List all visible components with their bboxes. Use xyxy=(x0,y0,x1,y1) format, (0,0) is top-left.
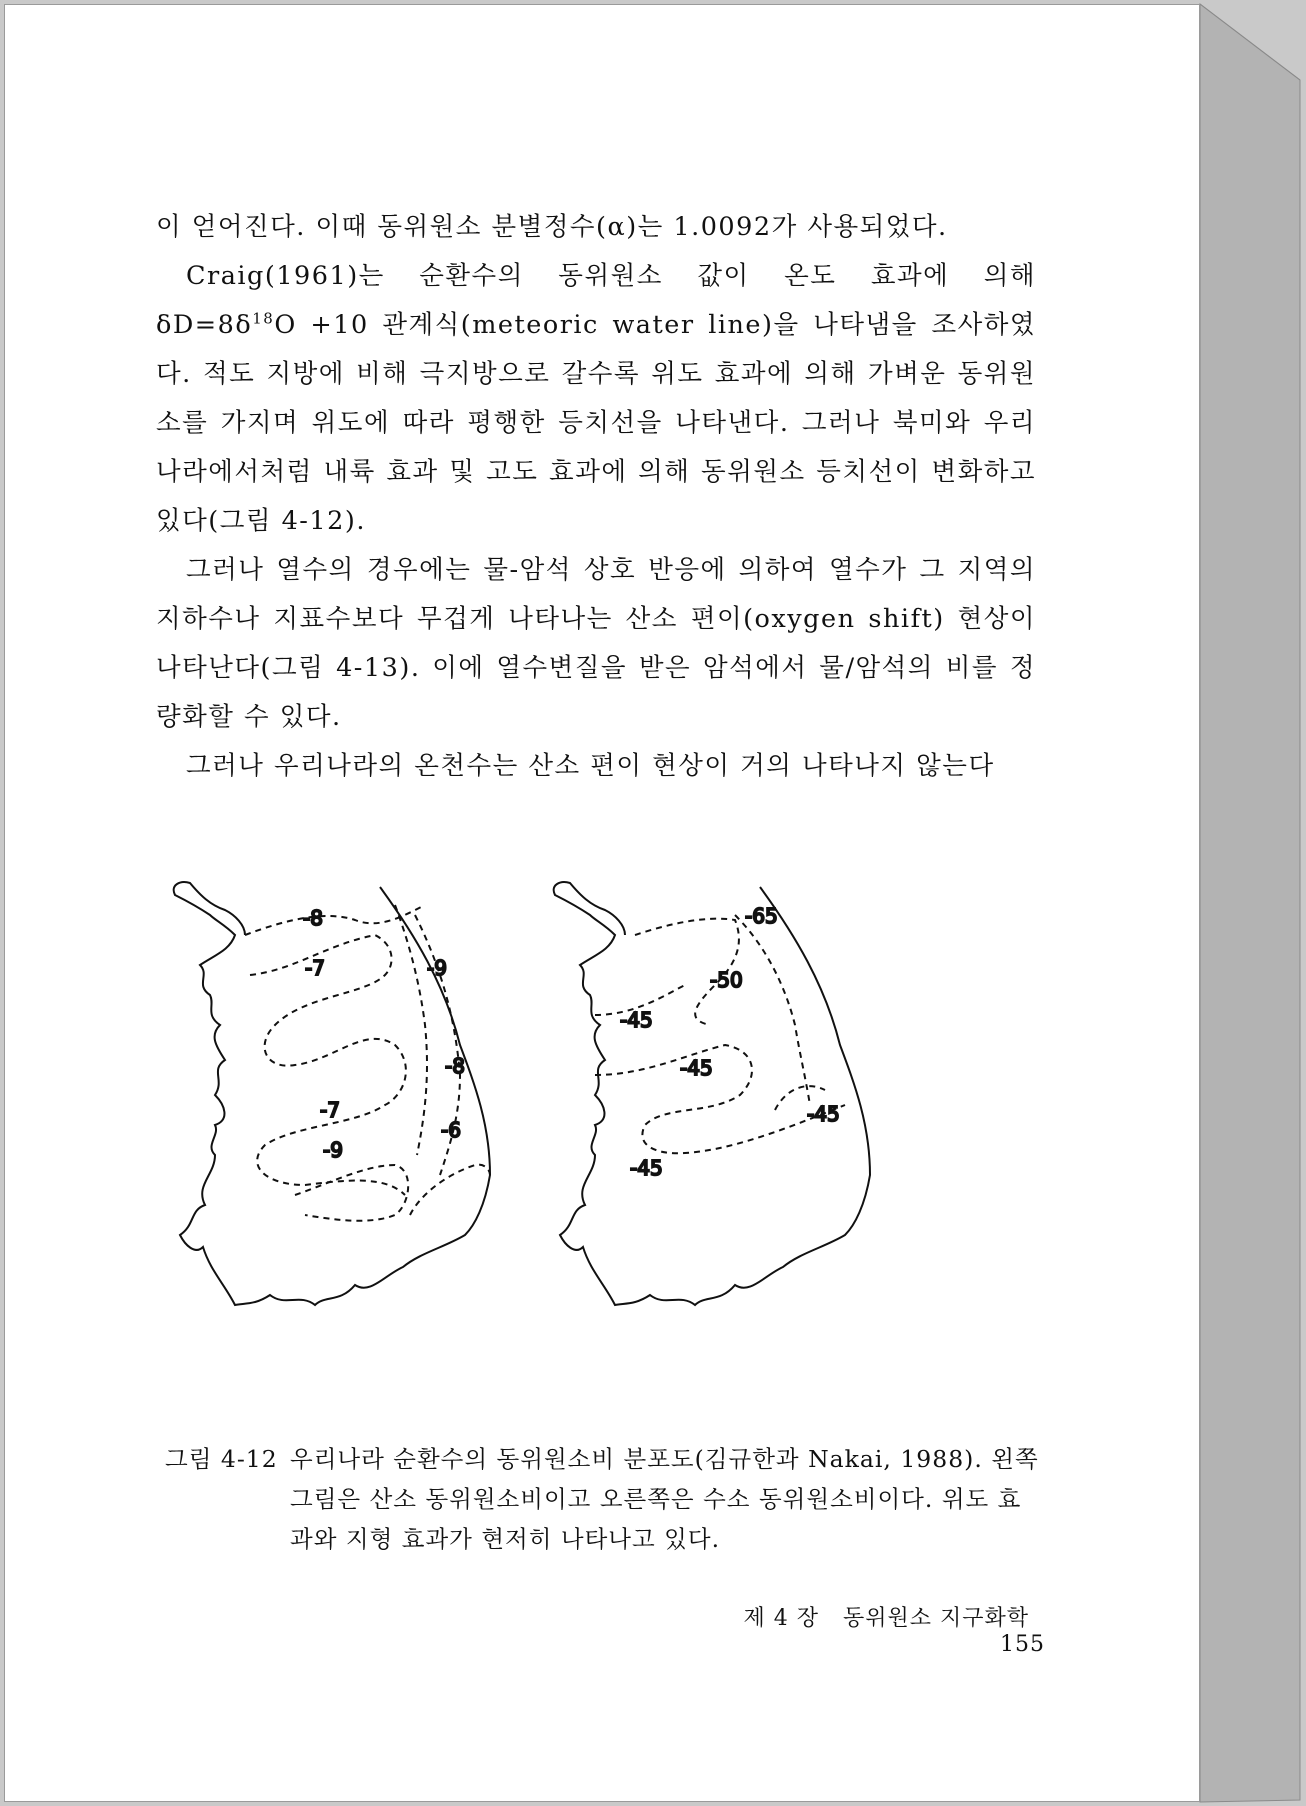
caption-text: 우리나라 순환수의 동위원소비 분포도(김규한과 Nakai, 1988). 왼쪽 그림은 산소 동위원소비이고 오른쪽은 수소 동위원소비이다. 위도 효과와 지형 효과가 현저히 나타나고 있다. xyxy=(290,1445,1039,1553)
left-label-4: -8 xyxy=(445,1054,465,1078)
left-label-6: -6 xyxy=(441,1118,461,1142)
right-label-5: -45 xyxy=(807,1102,840,1126)
left-label-1: -8 xyxy=(303,906,323,930)
left-map xyxy=(174,882,490,1305)
running-footer xyxy=(705,1601,1045,1657)
left-contour-minus-9-south xyxy=(295,1165,408,1221)
page-number: 155 xyxy=(1000,1632,1045,1657)
right-label-2: -50 xyxy=(710,968,743,992)
left-label-2: -7 xyxy=(305,956,325,980)
superscript-18: 18 xyxy=(252,309,275,328)
body-text xyxy=(156,203,1036,791)
right-contour-minus-65 xyxy=(735,915,810,1105)
figure-4-12 xyxy=(155,875,1055,1435)
right-label-4: -45 xyxy=(680,1056,713,1080)
left-contour-minus-8-north xyxy=(245,905,425,935)
left-label-7: -9 xyxy=(323,1138,343,1162)
right-map-coastline xyxy=(554,882,870,1305)
footer-chapter: 제 4 장 xyxy=(743,1606,819,1631)
left-contour-minus-9-east xyxy=(395,905,427,1155)
left-label-5: -7 xyxy=(320,1098,340,1122)
paragraph-2-part-2: O +10 관계식(meteoric water line)을 나타냄을 조사하였다. 적도 지방에 비해 극지방으로 갈수록 위도 효과에 의해 가벼운 동위원소를 가지며 위도에 따라 평행한 등치선을 나타낸다. 그러나 북미와 우리나라에서처럼 내륙 효과 및 고도 효과에 의해 동위원소 등치선이 변화하고 있다(그림 4-12). xyxy=(156,310,1036,536)
right-map xyxy=(554,882,870,1305)
left-map-coastline xyxy=(174,882,490,1305)
right-label-6: -45 xyxy=(630,1156,663,1180)
right-contour-minus-45-b xyxy=(595,1045,845,1153)
paragraph-4: 그러나 우리나라의 온천수는 산소 편이 현상이 거의 나타나지 않는다 xyxy=(186,751,995,781)
footer-title: 동위원소 지구화학 xyxy=(842,1606,1029,1631)
paragraph-3: 그러나 열수의 경우에는 물-암석 상호 반응에 의하여 열수가 그 지역의 지하수나 지표수보다 무겁게 나타나는 산소 편이(oxygen shift) 현상이 나타난다(그림 4-13). 이에 열수변질을 받은 암석에서 물/암석의 비를 정량화할 수 있다. xyxy=(156,555,1036,732)
paragraph-2 xyxy=(156,252,1036,546)
paragraph-1: 이 얻어진다. 이때 동위원소 분별정수(α)는 1.0092가 사용되었다. xyxy=(156,212,948,242)
caption-label: 그림 4-12 xyxy=(165,1445,278,1473)
figure-caption xyxy=(165,1439,1045,1559)
page xyxy=(4,4,1200,1802)
paragraph-2-part-1: Craig(1961)는 순환수의 동위원소 값이 온도 효과에 의해 δD=8δ xyxy=(156,261,1036,340)
left-contour-minus-6 xyxy=(410,1165,490,1215)
right-label-3: -45 xyxy=(620,1008,653,1032)
left-label-3: -9 xyxy=(427,956,447,980)
right-label-1: -65 xyxy=(745,904,778,928)
korea-isotope-maps xyxy=(155,875,1055,1435)
